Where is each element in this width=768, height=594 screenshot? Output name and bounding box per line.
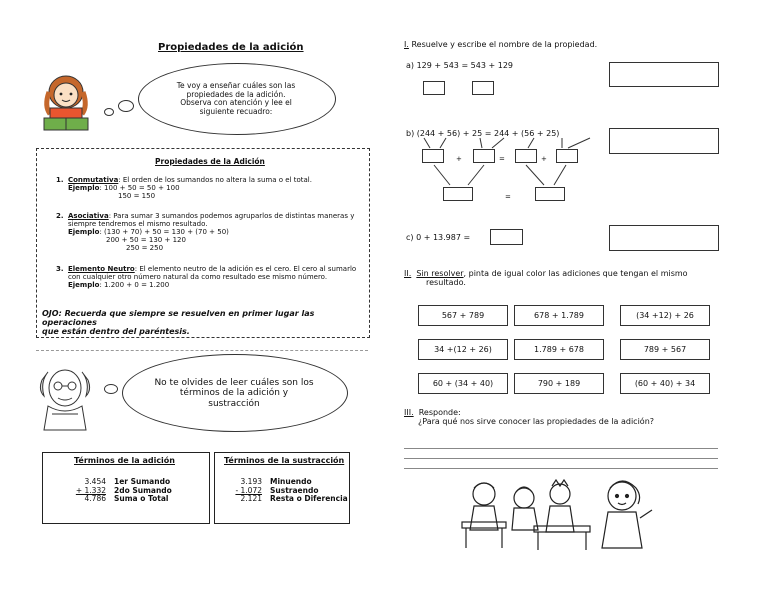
answer-box-a2[interactable] bbox=[472, 81, 494, 95]
bubble-dot-3 bbox=[104, 384, 118, 394]
answer-box-a1[interactable] bbox=[423, 81, 445, 95]
answer-box-b6[interactable] bbox=[535, 187, 565, 201]
exercise-c: c) 0 + 13.987 = bbox=[406, 233, 471, 242]
property-name-box-c[interactable] bbox=[609, 225, 719, 251]
sum-card-2[interactable]: 678 + 1.789 bbox=[514, 305, 604, 326]
sum-card-1[interactable]: 567 + 789 bbox=[418, 305, 508, 326]
question-1: I. Resuelve y escribe el nombre de la propiedad. bbox=[404, 40, 598, 49]
exercise-b: b) (244 + 56) + 25 = 244 + (56 + 25) bbox=[406, 129, 560, 138]
grandpa-illustration bbox=[34, 362, 96, 432]
sum-card-7[interactable]: 60 + (34 + 40) bbox=[418, 373, 508, 394]
properties-box-title: Propiedades de la Adición bbox=[155, 157, 265, 166]
sum-card-8[interactable]: 790 + 189 bbox=[514, 373, 604, 394]
answer-box-b2[interactable] bbox=[473, 149, 495, 163]
property-2: 2. Asociativa: Para sumar 3 sumandos podemos agruparlos de distintas maneras y siempre tendremos el mismo resultado. Ejemplo: (130 + 70) + 50 = 130 + (70 + 50) 200 + 50 = 130 + 120 250 = 250 bbox=[56, 212, 355, 253]
page-title: Propiedades de la adición bbox=[158, 42, 304, 53]
question-3: III. Responde: ¿Para qué nos sirve conocer las propiedades de la adición? bbox=[404, 408, 655, 427]
sum-card-6[interactable]: 789 + 567 bbox=[620, 339, 710, 360]
exercise-b-arrows bbox=[404, 136, 604, 206]
answer-line-1[interactable] bbox=[404, 448, 718, 449]
bubble-dot-2 bbox=[104, 108, 114, 116]
answer-line-3[interactable] bbox=[404, 468, 718, 469]
ojo-note: OJO: Recuerda que siempre se resuelven en primer lugar las operaciones que están dentro del paréntesis. bbox=[42, 309, 315, 337]
sum-card-5[interactable]: 1.789 + 678 bbox=[514, 339, 604, 360]
girl-reading-illustration bbox=[36, 70, 96, 136]
children-classroom-illustration bbox=[460, 474, 660, 552]
sum-card-9[interactable]: (60 + 40) + 34 bbox=[620, 373, 710, 394]
answer-box-c[interactable] bbox=[490, 229, 523, 245]
sign-equals-1: = bbox=[499, 155, 505, 163]
sum-card-4[interactable]: 34 +(12 + 26) bbox=[418, 339, 508, 360]
answer-box-b1[interactable] bbox=[422, 149, 444, 163]
addition-terms-rows: 3.454 1er Sumando + 1.332 2do Sumando 4.786 Suma o Total bbox=[75, 477, 172, 504]
sign-plus-1: + bbox=[456, 155, 462, 163]
answer-box-b3[interactable] bbox=[515, 149, 537, 163]
section-divider bbox=[36, 350, 368, 351]
bubble-1-text: Te voy a enseñar cuáles son las propiedades de la adición. Observa con atención y lee el siguiente recuadro: bbox=[176, 81, 296, 116]
sum-card-3[interactable]: (34 +12) + 26 bbox=[620, 305, 710, 326]
answer-box-b4[interactable] bbox=[556, 149, 578, 163]
answer-box-b5[interactable] bbox=[443, 187, 473, 201]
bubble-2-text: No te olvides de leer cuáles son los términos de la adición y sustracción bbox=[154, 378, 314, 409]
sign-plus-2: + bbox=[541, 155, 547, 163]
property-name-box-b[interactable] bbox=[609, 128, 719, 154]
property-name-box-a[interactable] bbox=[609, 62, 719, 87]
subtraction-terms-title: Términos de la sustracción bbox=[224, 456, 345, 465]
question-2: II. Sin resolver, pinta de igual color las adiciones que tengan el mismo resultado. bbox=[404, 269, 688, 288]
bubble-dot-1 bbox=[118, 100, 134, 112]
exercise-a: a) 129 + 543 = 543 + 129 bbox=[406, 61, 514, 70]
addition-terms-title: Términos de la adición bbox=[74, 456, 175, 465]
sign-equals-2: = bbox=[505, 193, 511, 201]
property-1: 1. Conmutativa: El orden de los sumandos no altera la suma o el total. Ejemplo: 100 + 50 = 50 + 100 150 = 150 bbox=[56, 176, 312, 201]
answer-line-2[interactable] bbox=[404, 458, 718, 459]
subtraction-terms-rows: 3.193 Minuendo - 1.072 Sustraendo 2.121 Resta o Diferencia bbox=[235, 477, 348, 504]
property-3: 3. Elemento Neutro: El elemento neutro de la adición es el cero. El cero al sumarlo con cualquier otro número natural da como resultado ese mismo número. Ejemplo: 1.200 + 0 = 1.200 bbox=[56, 265, 357, 290]
